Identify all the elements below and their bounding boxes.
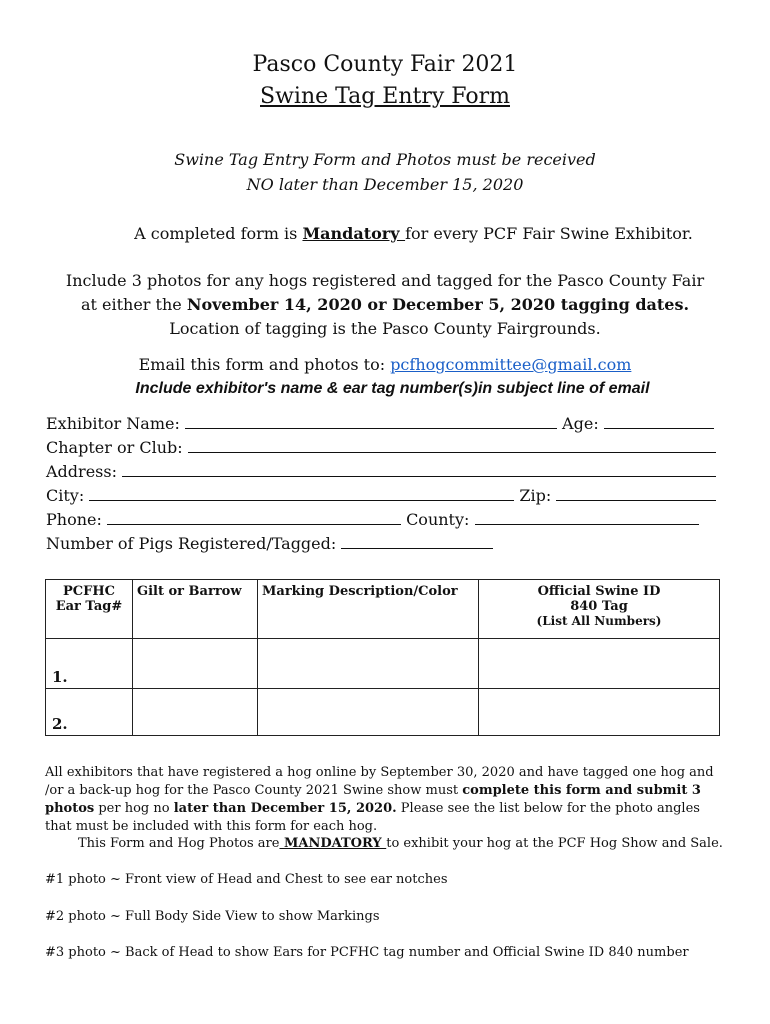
form-title: Pasco County Fair 2021	[252, 52, 518, 77]
table-header-row	[46, 580, 720, 639]
pigs-count-field[interactable]	[341, 534, 493, 549]
table-row	[46, 639, 720, 689]
marking-cell[interactable]	[258, 639, 479, 689]
col-header-gilt-barrow: Gilt or Barrow	[133, 580, 258, 639]
address-field[interactable]	[122, 462, 716, 477]
email-line: Email this form and photos to: pcfhogcommittee@gmail.com	[138, 355, 632, 374]
exhibitor-name-field[interactable]	[185, 414, 557, 429]
swine-id-cell[interactable]	[479, 689, 720, 736]
chapter-row: Chapter or Club:	[46, 438, 716, 457]
chapter-field[interactable]	[188, 438, 716, 453]
email-link[interactable]: pcfhogcommittee@gmail.com	[390, 355, 632, 374]
phone-row: Phone: County:	[46, 510, 699, 529]
include-line-2: at either the November 14, 2020 or December 5, 2020 tagging dates.	[80, 295, 690, 314]
zip-field[interactable]	[556, 486, 716, 501]
row-number: 1.	[46, 639, 133, 689]
city-row: City: Zip:	[46, 486, 716, 505]
swine-id-cell[interactable]	[479, 639, 720, 689]
exhibitor-name-row: Exhibitor Name: Age:	[46, 414, 714, 433]
photo-requirement-3: #3 photo ~ Back of Head to show Ears for PCFHC tag number and Official Swine ID 840 number	[45, 945, 689, 960]
mandatory-statement: A completed form is Mandatory for every PCF Fair Swine Exhibitor.	[134, 224, 693, 243]
age-field[interactable]	[604, 414, 714, 429]
include-line-3: Location of tagging is the Pasco County Fairgrounds.	[169, 319, 601, 338]
gilt-barrow-cell[interactable]	[133, 639, 258, 689]
marking-cell[interactable]	[258, 689, 479, 736]
gilt-barrow-cell[interactable]	[133, 689, 258, 736]
col-header-marking: Marking Description/Color	[258, 580, 479, 639]
include-line-1: Include 3 photos for any hogs registered and tagged for the Pasco County Fair	[65, 271, 705, 290]
photo-requirement-2: #2 photo ~ Full Body Side View to show Markings	[45, 909, 380, 924]
address-row: Address:	[46, 462, 716, 481]
pigs-row: Number of Pigs Registered/Tagged:	[46, 534, 493, 553]
ear-tag-table	[45, 579, 720, 736]
form-subtitle: Swine Tag Entry Form	[260, 84, 510, 109]
mandatory-photos-note: This Form and Hog Photos are MANDATORY to exhibit your hog at the PCF Hog Show and Sale.	[78, 836, 723, 851]
table-row	[46, 689, 720, 736]
exhibitor-instructions: All exhibitors that have registered a hog online by September 30, 2020 and have tagged one hog and /or a back-up hog for the Pasco County 2021 Swine show must complete this form and submit 3 photos per hog no later than December 15, 2020. Please see the list below for the photo angles that must be included with this form for each hog.	[45, 765, 714, 834]
col-header-swine-id: Official Swine ID 840 Tag (List All Numbers)	[479, 580, 720, 639]
deadline-line-1: Swine Tag Entry Form and Photos must be received	[174, 150, 596, 169]
row-number: 2.	[46, 689, 133, 736]
city-field[interactable]	[89, 486, 514, 501]
col-header-ear-tag: PCFHC Ear Tag#	[46, 580, 133, 639]
phone-field[interactable]	[107, 510, 401, 525]
photo-requirement-1: #1 photo ~ Front view of Head and Chest to see ear notches	[45, 872, 448, 887]
subject-note: Include exhibitor's name & ear tag number(s)in subject line of email	[135, 380, 650, 397]
deadline-line-2: NO later than December 15, 2020	[246, 175, 524, 194]
county-field[interactable]	[475, 510, 699, 525]
